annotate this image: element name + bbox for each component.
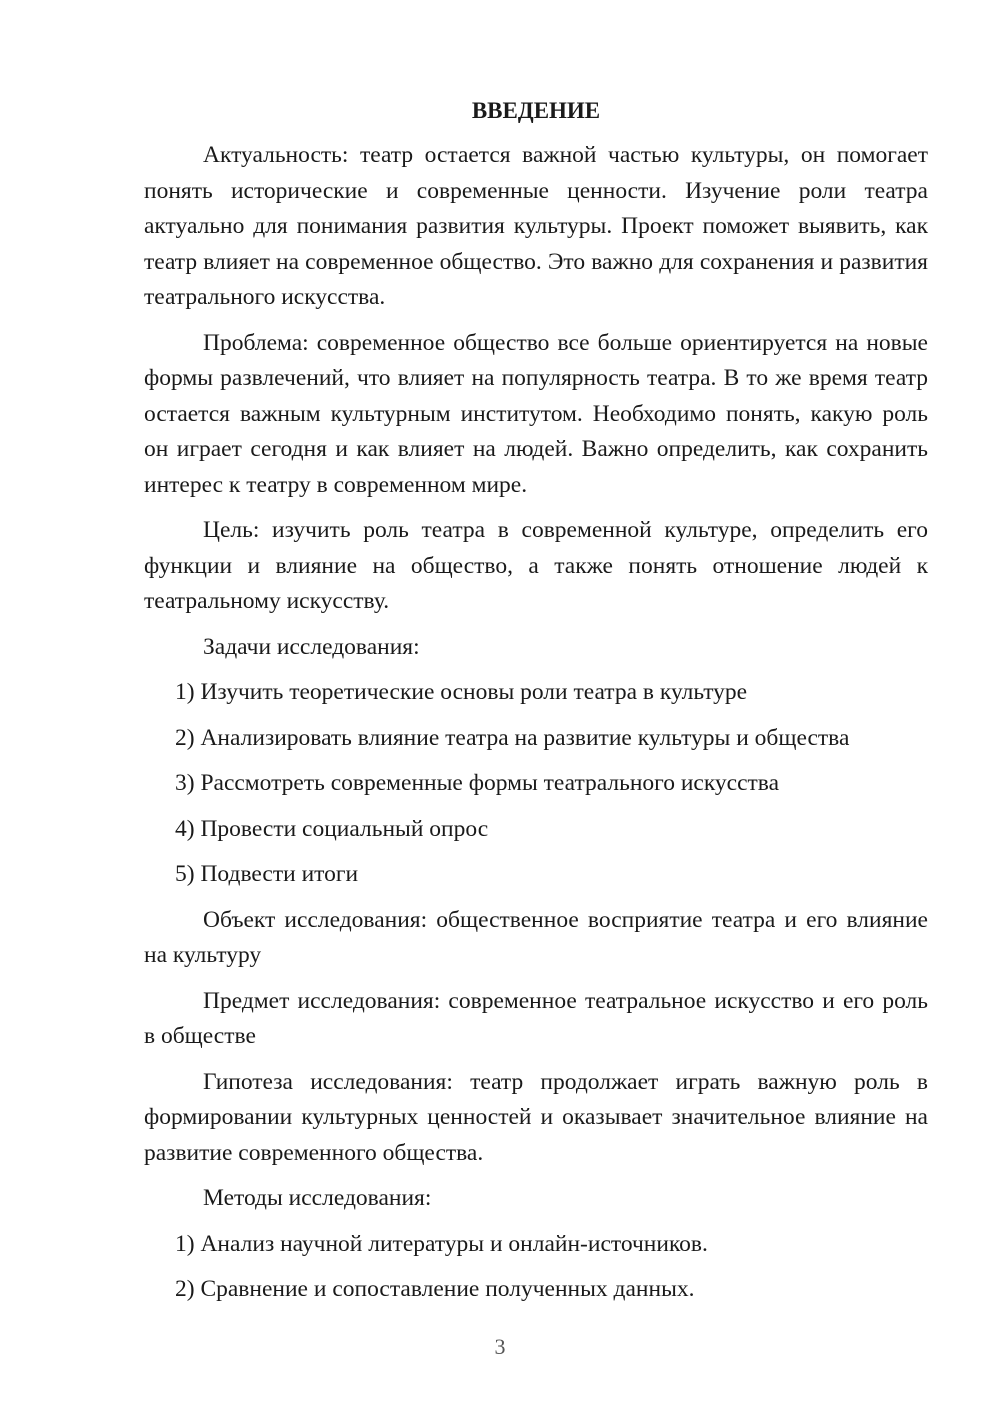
methods-heading: Методы исследования: (203, 1185, 432, 1211)
task-item: 2) Анализировать влияние театра на развитие культуры и общества (175, 724, 850, 751)
task-item: 1) Изучить теоретические основы роли театра в культуре (175, 679, 748, 705)
task-item: 4) Провести социальный опрос (175, 815, 489, 842)
task-item: 5) Подвести итоги (175, 861, 359, 887)
methods-list (144, 1227, 928, 1308)
task-item: 3) Рассмотреть современные формы театрального искусства (175, 770, 780, 796)
page-content (144, 96, 928, 1318)
hypothesis-paragraph: Гипотеза исследования: театр продолжает играть важную роль в формировании культурных ценностей и оказывает значительное влияние на развитие современного общества. (144, 1068, 928, 1166)
section-title: ВВЕДЕНИЕ (471, 98, 601, 123)
subject-paragraph: Предмет исследования: современное театральное искусство и его роль в обществе (144, 987, 928, 1049)
method-item: 2) Сравнение и сопоставление полученных данных. (175, 1276, 695, 1302)
tasks-heading: Задачи исследования: (203, 633, 420, 660)
problem-paragraph: Проблема: современное общество все больше ориентируется на новые формы развлечений, что влияет на популярность театра. В то же время театр остается важным культурным институтом. Необходимо понять, какую роль он играет сегодня и как влияет на людей. Важно определить, как сохранить интерес к театру в современном мире. (144, 329, 928, 498)
object-paragraph: Объект исследования: общественное восприятие театра и его влияние на культуру (144, 906, 928, 968)
page-number: 3 (494, 1334, 506, 1359)
tasks-list (144, 675, 928, 893)
relevance-paragraph: Актуальность: театр остается важной частью культуры, он помогает понять исторические и современные ценности. Изучение роли театра актуально для понимания развития культуры. Проект поможет выявить, как театр влияет на современное общество. Это важно для сохранения и развития театрального искусства. (144, 142, 928, 310)
goal-paragraph: Цель: изучить роль театра в современной культуре, определить его функции и влияние на общество, а также понять отношение людей к театральному искусству. (144, 517, 928, 614)
method-item: 1) Анализ научной литературы и онлайн-источников. (175, 1230, 708, 1257)
